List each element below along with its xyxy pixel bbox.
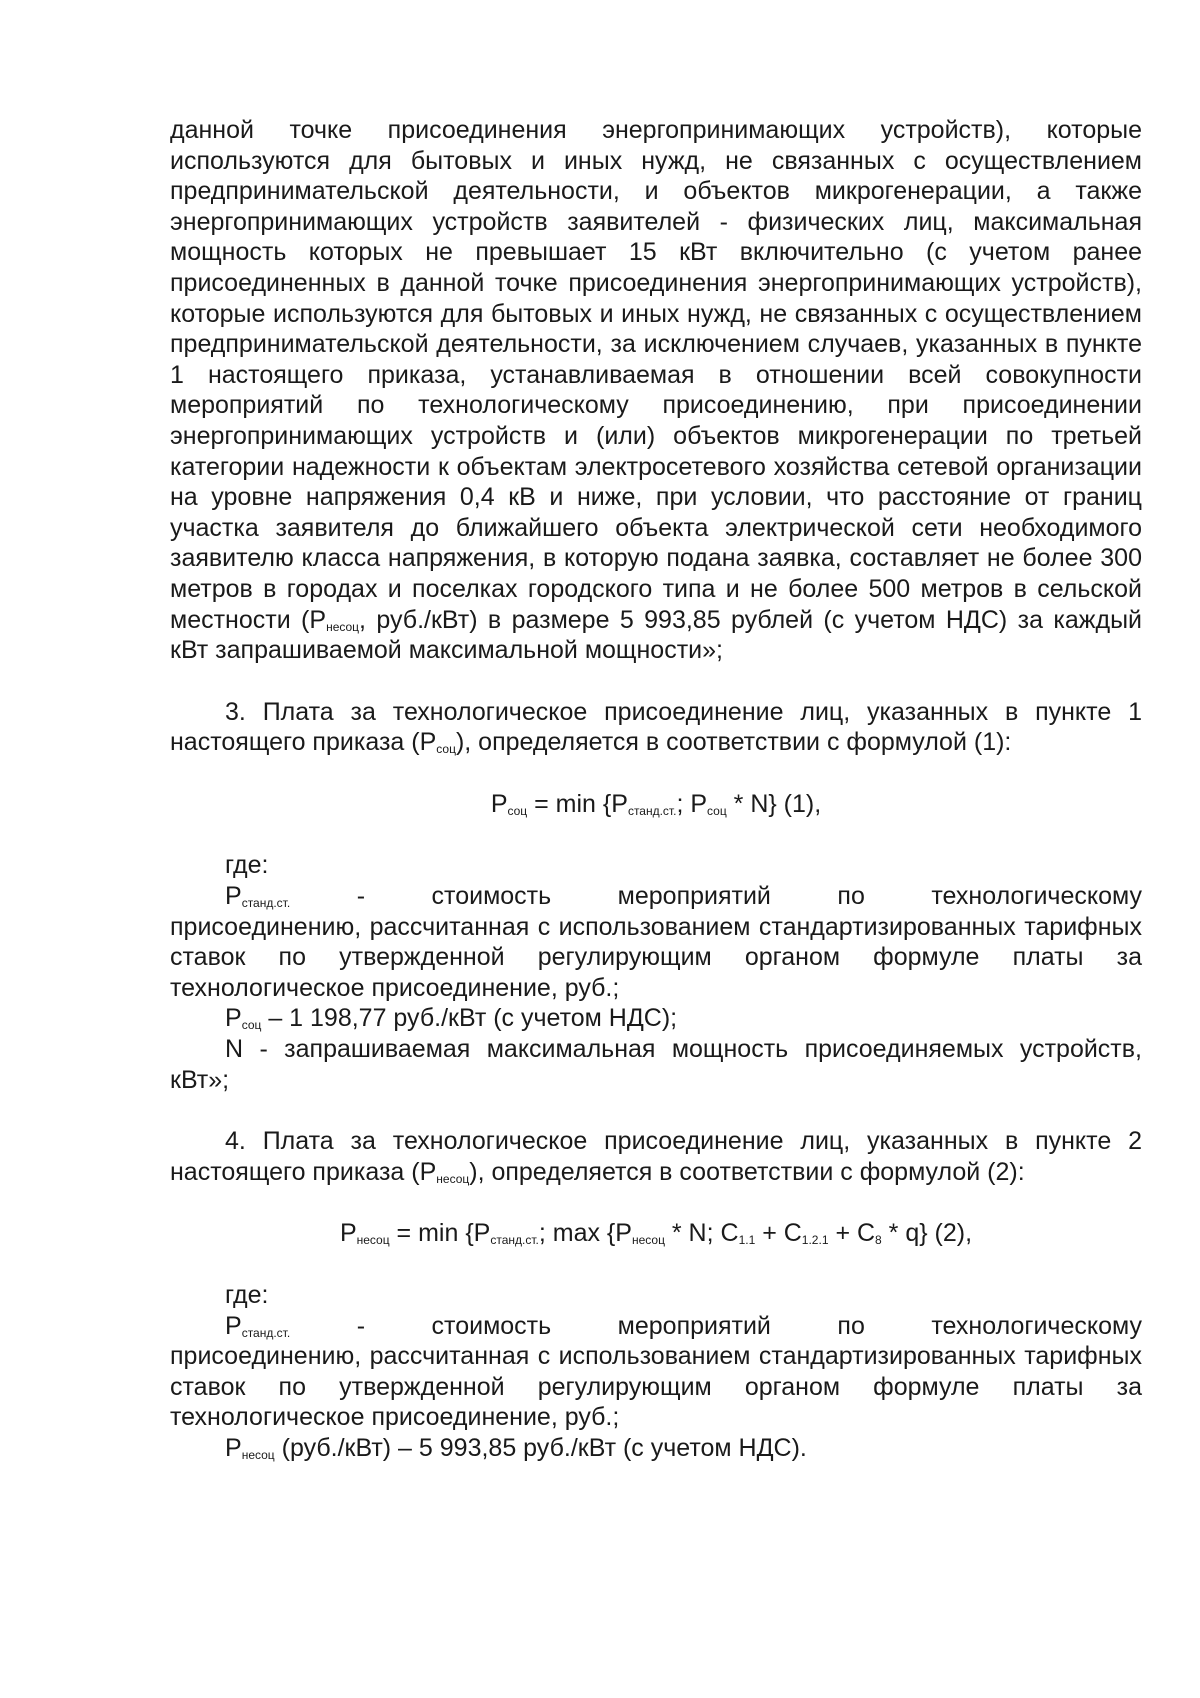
- formula-2: $P_{несоц} = \min \{P_{станд.ст.}$; $\max \{P_{несоц}$ * N; $C_{1.1} + C_{1.2.1} + C_8 * q$} (2),: [339, 1219, 973, 1248]
- paragraph-continuation: данной точке присоединения энергопринимающих устройств), которые используются для бытовых и иных нужд, не связанных с осуществлением предпринимательской деятельности, и объектов микрогенерации, а также энергопринимающих устройств заявителей - физических лиц, максимальная мощность которых не превышает 15 кВт включительно (с учетом ранее присоединенных в данной точке присоединения энергопринимающих устройств), которые используются для бытовых и иных нужд, не связанных с осуществлением предпринимательской деятельности, за исключением случаев, указанных в пункте 1 настоящего приказа, устанавливаемая в отношении всей совокупности мероприятий по технологическому присоединению, при присоединении энергопринимающих устройств и (или) объектов микрогенерации по третьей категории надежности к объектам электросетевого хозяйства сетевой организации на уровне напряжения 0,4 кВ и ниже, при условии, что расстояние от границ участка заявителя до ближайшего объекта электрической сети необходимого заявителю класса напряжения, в которую подана заявка, составляет не более 300 метров в городах и поселках городского типа и не более 500 метров в сельской местности ($P_{несоц}$, руб./кВт) в размере 5 993,85 рублей (с учетом НДС) за каждый кВт запрашиваемой максимальной мощности»;: [170, 116, 1142, 665]
- item-3-paragraph: 3. Плата за технологическое присоединение лиц, указанных в пункте 1 настоящего приказа $(P_{соц})$, определяется в соответствии с формулой (1):: [170, 697, 1142, 757]
- definition-n: N - запрашиваемая максимальная мощность присоединяемых устройств, кВт»;: [170, 1035, 1142, 1094]
- where-label-1: где:: [225, 851, 269, 880]
- where-label-2: где:: [225, 1281, 269, 1309]
- definition-p-stand-2: $P_{станд.ст.}$ - стоимость мероприятий по технологическому: [225, 1311, 1142, 1340]
- definition-p-stand-2-rest: присоединению, рассчитанная с использованием стандартизированных тарифных ставок по утвержденной регулирующим органом формуле платы за технологическое присоединение, руб.;: [170, 1342, 1142, 1432]
- definition-p-soc: $P_{соц} - 1$ 198,77 руб./кВт (с учетом НДС);: [225, 1004, 678, 1033]
- document-page: [170, 115, 1142, 1464]
- formula-1: $P_{соц} = \min \{P_{станд.ст.}$; $P_{соц} * N$} (1),: [490, 789, 822, 818]
- definition-p-stand-1: $P_{станд.ст.}$ - стоимость мероприятий по технологическому: [225, 882, 1142, 911]
- item-4-paragraph: 4. Плата за технологическое присоединение лиц, указанных в пункте 2 настоящего приказа $(P_{несоц})$, определяется в соответствии с формулой (2):: [170, 1127, 1142, 1186]
- definition-p-nesoc: $P_{несоц}$ (руб./кВт) – 5 993,85 руб./кВт (с учетом НДС).: [225, 1433, 807, 1462]
- definition-p-stand-1-rest: присоединению, рассчитанная с использованием стандартизированных тарифных ставок по утвержденной регулирующим органом формуле платы за технологическое присоединение, руб.;: [170, 912, 1142, 1002]
